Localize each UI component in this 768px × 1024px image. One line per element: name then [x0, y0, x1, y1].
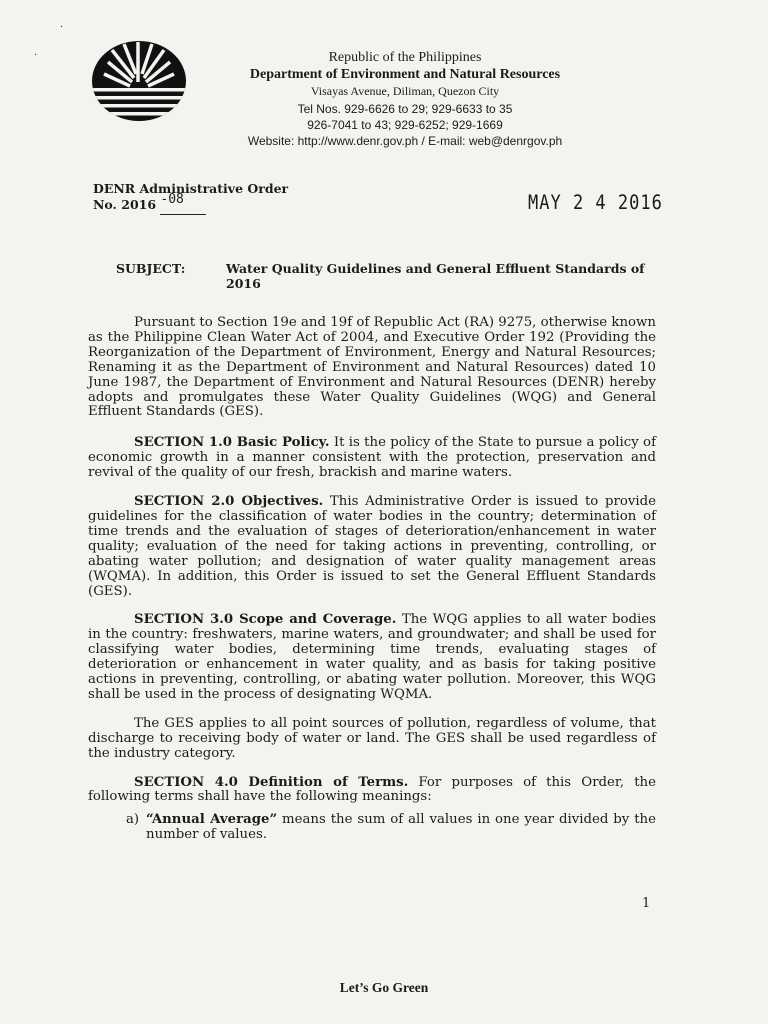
document-body	[88, 316, 656, 843]
order-number-value: -08	[160, 192, 184, 207]
definition-term: “Annual Average”	[146, 812, 278, 828]
scan-speck: ·	[60, 22, 64, 33]
section-4-text: For purposes of this Order, the following terms shall have the following meanings:	[88, 774, 656, 805]
scan-speck: ·	[34, 50, 38, 61]
letterhead-telephone-1: Tel Nos. 929-6626 to 29; 929-6633 to 35	[297, 102, 513, 116]
order-number-line	[93, 192, 206, 215]
footer-slogan: Let’s Go Green	[339, 980, 429, 995]
letterhead-republic: Republic of the Philippines	[328, 50, 482, 65]
letterhead	[205, 50, 605, 149]
section-1-text: It is the policy of the State to pursue a policy of economic growth in a manner consistent with the protection, preservation and revival of the quality of our fresh, brackish and marine waters.	[88, 435, 656, 481]
definition-marker: a)	[126, 812, 140, 828]
order-number-label: No. 2016	[93, 197, 157, 212]
section-3-text: The WQG applies to all water bodies in the country: freshwaters, marine waters, and groundwater; and shall be used for classifying water bodies, determining time trends, evaluating stages of deterioration or enhancement in water quality, and as basis for taking positive actions in preventing, controlling, or abating water pollution. Moreover, this WQG shall be used in the process of designating WQMA.	[88, 612, 656, 702]
date-stamp: MAY 2 4 2016	[528, 191, 663, 215]
section-3-paragraph	[88, 613, 656, 702]
letterhead-address: Visayas Avenue, Diliman, Quezon City	[310, 84, 500, 98]
section-4-paragraph	[88, 776, 656, 806]
subject-text: Water Quality Guidelines and General Effluent Standards of 2016	[226, 261, 645, 291]
definition-text: means the sum of all values in one year divided by the number of values.	[146, 812, 656, 843]
definitions-list	[88, 813, 656, 843]
section-2-text: This Administrative Order is issued to provide guidelines for the classification of water bodies in the country; determination of time trends and the evaluation of stages of deterioration/enhancement in water quality; evaluation of the need for taking actions in preventing, controlling, or abating water pollution; and designation of water quality management areas (WQMA). In addition, this Order is issued to set the General Effluent Standards (GES).	[88, 494, 656, 599]
order-number-field	[160, 192, 206, 215]
section-1-paragraph	[88, 436, 656, 481]
letterhead-telephone-2: 926-7041 to 43; 929-6252; 929-1669	[307, 118, 503, 132]
administrative-order-heading	[93, 181, 288, 215]
denr-logo-icon	[90, 38, 188, 124]
section-1-heading: SECTION 1.0 Basic Policy.	[134, 435, 330, 451]
section-4-heading: SECTION 4.0 Definition of Terms.	[134, 774, 409, 790]
letterhead-department: Department of Environment and Natural Resources	[249, 67, 561, 82]
intro-paragraph: Pursuant to Section 19e and 19f of Republic Act (RA) 9275, otherwise known as the Philippine Clean Water Act of 2004, and Executive Order 192 (Providing the Reorganization of the Department of Environment, Energy and Natural Resources; Renaming it as the Department of Environment and Natural Resources) dated 10 June 1987, the Department of Environment and Natural Resources (DENR) hereby adopts and promulgates these Water Quality Guidelines (WQG) and General Effluent Standards (GES).	[88, 315, 656, 420]
letterhead-website: Website: http://www.denr.gov.ph / E-mail: web@denrgov.ph	[247, 134, 563, 148]
page-number: 1	[642, 896, 651, 911]
order-title: DENR Administrative Order	[93, 181, 289, 196]
subject-label: SUBJECT:	[116, 261, 186, 276]
ges-paragraph: The GES applies to all point sources of pollution, regardless of volume, that discharge to receiving body of water or land. The GES shall be used regardless of the industry category.	[88, 715, 656, 761]
section-2-heading: SECTION 2.0 Objectives.	[134, 494, 324, 510]
list-item	[126, 813, 656, 843]
section-2-paragraph	[88, 495, 656, 599]
section-3-heading: SECTION 3.0 Scope and Coverage.	[134, 612, 397, 628]
